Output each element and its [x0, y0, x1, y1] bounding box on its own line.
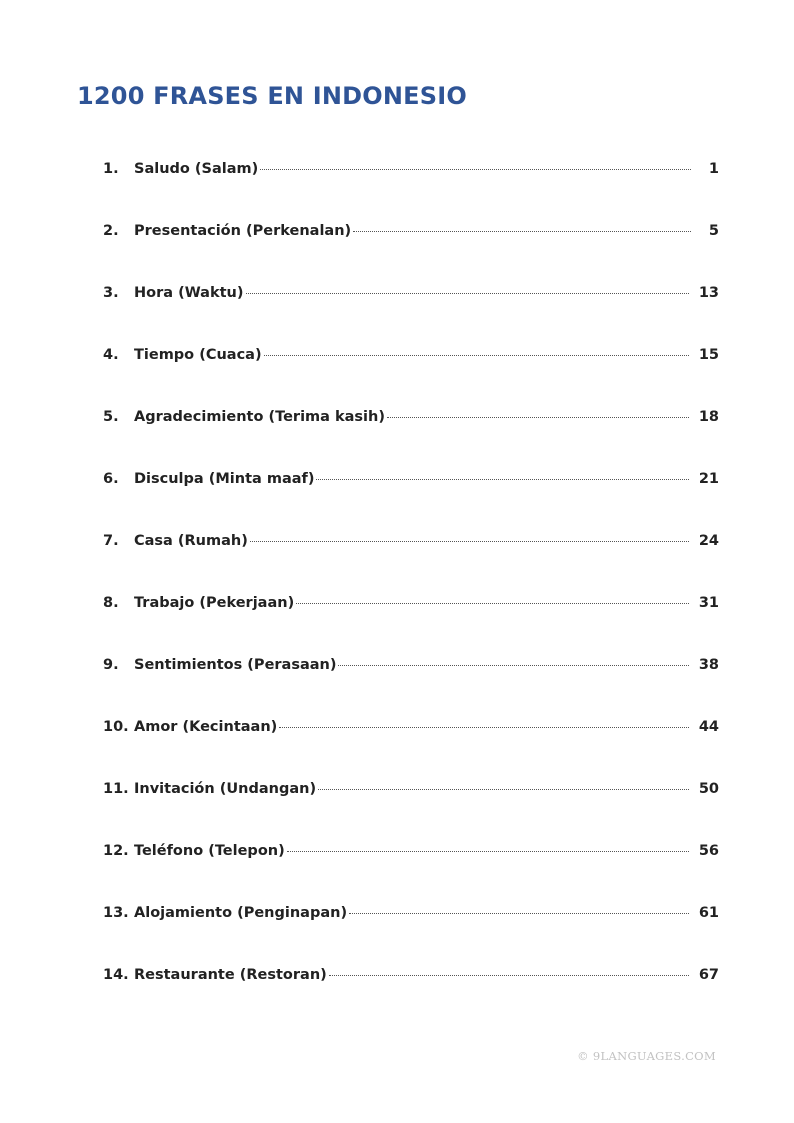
toc-dot-leader — [329, 975, 689, 976]
toc-entry-number: 1. — [103, 161, 119, 177]
toc-entry-page: 61 — [698, 905, 719, 921]
toc-entry-number: 8. — [103, 595, 119, 611]
toc-entry[interactable] — [103, 719, 719, 781]
toc-entry-label: Restaurante (Restoran) — [134, 967, 327, 983]
toc-entry-page: 13 — [698, 285, 719, 301]
table-of-contents — [103, 161, 719, 1029]
toc-dot-leader — [260, 169, 691, 170]
toc-entry-page: 15 — [698, 347, 719, 363]
toc-entry-label: Tiempo (Cuaca) — [134, 347, 262, 363]
toc-entry[interactable] — [103, 595, 719, 657]
toc-entry-number: 10. — [103, 719, 129, 735]
toc-entry-label: Agradecimiento (Terima kasih) — [134, 409, 385, 425]
toc-dot-leader — [264, 355, 689, 356]
toc-entry-page: 56 — [698, 843, 719, 859]
toc-entry-label: Sentimientos (Perasaan) — [134, 657, 337, 673]
toc-entry-number: 2. — [103, 223, 119, 239]
toc-entry[interactable] — [103, 657, 719, 719]
toc-entry-page: 24 — [698, 533, 719, 549]
toc-entry-number: 14. — [103, 967, 129, 983]
toc-entry-page: 18 — [698, 409, 719, 425]
copyright-footer: © 9LANGUAGES.COM — [577, 1049, 716, 1063]
toc-dot-leader — [318, 789, 689, 790]
toc-entry-label: Saludo (Salam) — [134, 161, 259, 177]
toc-entry-label: Disculpa (Minta maaf) — [134, 471, 315, 487]
toc-entry-page: 31 — [698, 595, 719, 611]
toc-entry-page: 38 — [698, 657, 719, 673]
toc-entry-label: Teléfono (Telepon) — [134, 843, 285, 859]
toc-entry-page: 67 — [698, 967, 719, 983]
toc-dot-leader — [349, 913, 689, 914]
toc-entry-number: 9. — [103, 657, 119, 673]
toc-entry[interactable] — [103, 285, 719, 347]
toc-entry-label: Casa (Rumah) — [134, 533, 248, 549]
toc-entry[interactable] — [103, 843, 719, 905]
toc-entry-page: 1 — [708, 161, 719, 177]
toc-entry-page: 44 — [698, 719, 719, 735]
document-title: 1200 FRASES EN INDONESIO — [77, 82, 467, 110]
toc-dot-leader — [387, 417, 689, 418]
toc-entry[interactable] — [103, 161, 719, 223]
toc-dot-leader — [287, 851, 689, 852]
toc-entry[interactable] — [103, 967, 719, 1029]
toc-entry[interactable] — [103, 781, 719, 843]
toc-entry-number: 7. — [103, 533, 119, 549]
toc-entry-label: Alojamiento (Penginapan) — [134, 905, 348, 921]
toc-entry-label: Invitación (Undangan) — [134, 781, 317, 797]
toc-entry-label: Amor (Kecintaan) — [134, 719, 278, 735]
toc-entry-number: 4. — [103, 347, 119, 363]
toc-entry-page: 21 — [698, 471, 719, 487]
toc-dot-leader — [296, 603, 689, 604]
toc-entry-number: 11. — [103, 781, 129, 797]
toc-entry-page: 50 — [698, 781, 719, 797]
toc-dot-leader — [338, 665, 688, 666]
toc-dot-leader — [246, 293, 689, 294]
toc-entry-label: Hora (Waktu) — [134, 285, 244, 301]
toc-entry-page: 5 — [708, 223, 719, 239]
toc-entry-number: 3. — [103, 285, 119, 301]
toc-entry[interactable] — [103, 905, 719, 967]
toc-entry-label: Trabajo (Pekerjaan) — [134, 595, 295, 611]
toc-dot-leader — [250, 541, 689, 542]
toc-entry[interactable] — [103, 223, 719, 285]
toc-dot-leader — [279, 727, 689, 728]
toc-entry-number: 12. — [103, 843, 129, 859]
toc-entry-number: 13. — [103, 905, 129, 921]
toc-dot-leader — [316, 479, 688, 480]
toc-entry[interactable] — [103, 533, 719, 595]
toc-entry[interactable] — [103, 471, 719, 533]
toc-entry-number: 5. — [103, 409, 119, 425]
toc-entry[interactable] — [103, 409, 719, 471]
toc-entry-label: Presentación (Perkenalan) — [134, 223, 352, 239]
toc-entry[interactable] — [103, 347, 719, 409]
toc-entry-number: 6. — [103, 471, 119, 487]
toc-dot-leader — [353, 231, 691, 232]
